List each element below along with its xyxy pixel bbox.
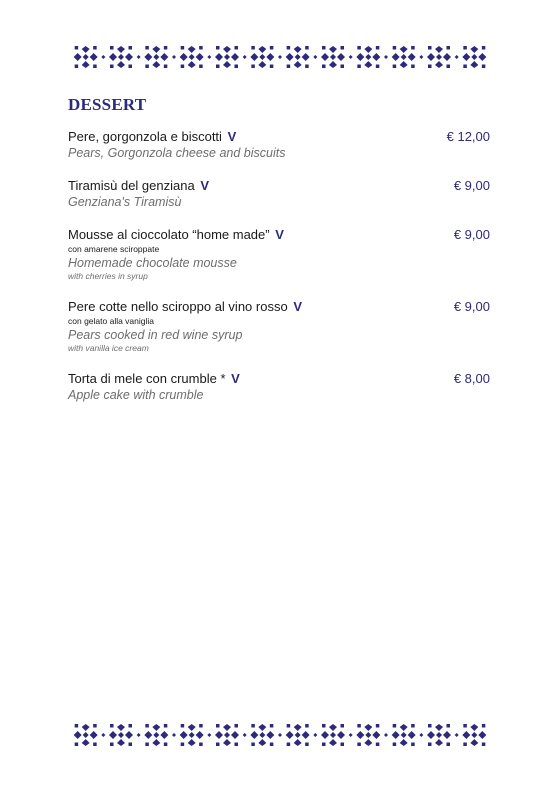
item-name-it bbox=[68, 370, 420, 387]
decorative-border-top bbox=[68, 46, 492, 68]
snowflake-pattern-icon bbox=[68, 724, 492, 746]
item-price: € 8,00 bbox=[453, 371, 490, 386]
menu-item bbox=[68, 177, 490, 210]
item-name-it bbox=[68, 226, 420, 243]
item-name-text: Tiramisù del genziana bbox=[68, 178, 195, 193]
section-title: DESSERT bbox=[68, 95, 147, 114]
item-description-it: con gelato alla vaniglia bbox=[68, 316, 155, 326]
item-name-en: Genziana's Tiramisù bbox=[68, 195, 182, 209]
snowflake-pattern-icon bbox=[68, 46, 492, 68]
item-name-text: Mousse al cioccolato “home made” bbox=[68, 227, 270, 242]
dessert-menu-list bbox=[68, 128, 490, 419]
menu-item bbox=[68, 298, 490, 354]
decorative-border-bottom bbox=[68, 724, 492, 746]
item-name-it bbox=[68, 177, 420, 194]
menu-item bbox=[68, 128, 490, 161]
vegetarian-mark: V bbox=[293, 299, 302, 314]
item-price: € 12,00 bbox=[446, 129, 490, 144]
menu-item bbox=[68, 370, 490, 403]
item-name-en: Pears, Gorgonzola cheese and biscuits bbox=[68, 146, 286, 160]
item-name-en: Homemade chocolate mousse bbox=[68, 256, 237, 270]
vegetarian-mark: V bbox=[231, 371, 240, 386]
item-description-en: with cherries in syrup bbox=[68, 271, 148, 281]
item-description-it: con amarene sciroppate bbox=[68, 244, 160, 254]
item-price: € 9,00 bbox=[453, 299, 490, 314]
vegetarian-mark: V bbox=[275, 227, 284, 242]
item-name-text: Torta di mele con crumble * bbox=[68, 371, 226, 386]
item-name-en: Pears cooked in red wine syrup bbox=[68, 328, 243, 342]
item-price: € 9,00 bbox=[453, 227, 490, 242]
item-name-it bbox=[68, 298, 420, 315]
item-description-en: with vanilla ice cream bbox=[68, 343, 149, 353]
item-name-text: Pere, gorgonzola e biscotti bbox=[68, 129, 222, 144]
vegetarian-mark: V bbox=[227, 129, 237, 144]
item-price: € 9,00 bbox=[453, 178, 490, 193]
item-name-text: Pere cotte nello sciroppo al vino rosso bbox=[68, 299, 288, 314]
vegetarian-mark: V bbox=[200, 178, 209, 193]
menu-item bbox=[68, 226, 490, 282]
item-name-it bbox=[68, 128, 420, 145]
item-name-en: Apple cake with crumble bbox=[68, 388, 204, 402]
